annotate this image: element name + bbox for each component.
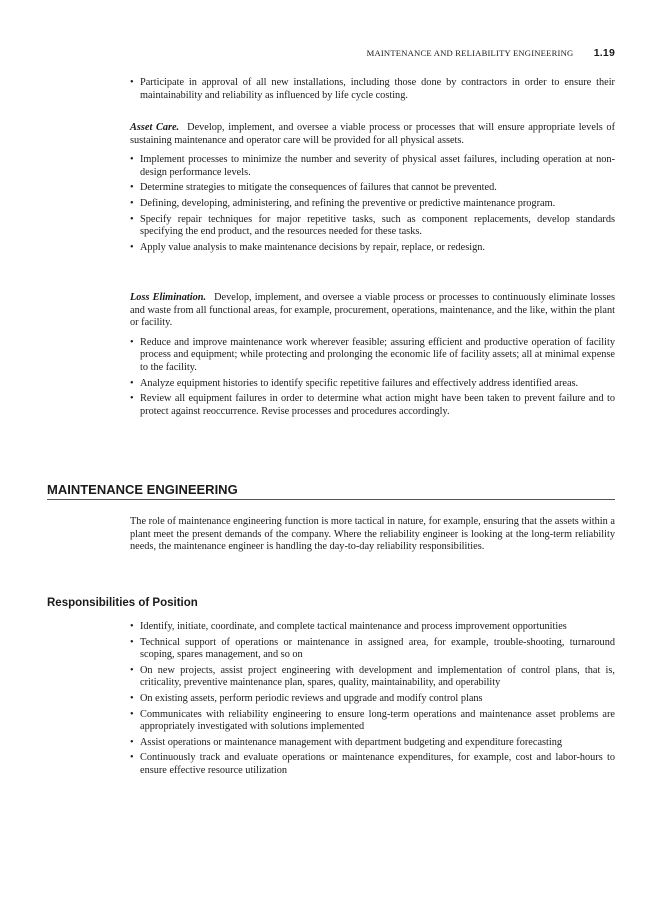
list-item: • Analyze equipment histories to identify specific repetitive failures and effectively address identified areas. bbox=[130, 378, 615, 391]
list-item: • Apply value analysis to make maintenance decisions by repair, replace, or redesign. bbox=[130, 242, 615, 255]
list-item: • Continuously track and evaluate operations or maintenance expenditures, for example, cost and labor-hours to ensure effective resource utilization bbox=[130, 752, 615, 777]
list-item: • Review all equipment failures in order to determine what action might have been taken to prevent failure and to protect against reoccurrence. Revise processes and procedures accordingly. bbox=[130, 393, 615, 418]
list-item: • Determine strategies to mitigate the consequences of failures that cannot be prevented. bbox=[130, 182, 615, 195]
list-item: • Implement processes to minimize the number and severity of physical asset failures, including operation at non-design performance levels. bbox=[130, 154, 615, 179]
page-number: 1.19 bbox=[593, 47, 615, 59]
asset-care-bullets bbox=[130, 154, 615, 254]
list-item: • Specify repair techniques for major repetitive tasks, such as component replacements, develop standards specifying the end product, and the resources needed for these tasks. bbox=[130, 214, 615, 239]
list-item: • Identify, initiate, coordinate, and complete tactical maintenance and process improvement opportunities bbox=[130, 621, 615, 634]
intro-bullet-list bbox=[130, 77, 615, 105]
asset-care-label: Asset Care. bbox=[130, 122, 180, 133]
list-item: • Communicates with reliability engineering to ensure long-term operations and maintenance asset problems are appropriately investigated with solutions implemented bbox=[130, 709, 615, 734]
loss-elimination-section bbox=[130, 292, 615, 421]
loss-elimination-text: Develop, implement, and oversee a viable process or processes to continuously eliminate losses and waste from all functional areas, for example, procurement, operations, maintenance, and the like, within the plant or facility. bbox=[130, 292, 615, 329]
list-item: • Assist operations or maintenance management with department budgeting and expenditure forecasting bbox=[130, 737, 615, 750]
subsection-heading: Responsibilities of Position bbox=[47, 597, 198, 609]
loss-elimination-label: Loss Elimination. bbox=[130, 292, 207, 303]
asset-care-text: Develop, implement, and oversee a viable process or processes that will ensure appropriate levels of sustaining maintenance and operator care will be provided for all physical assets. bbox=[130, 122, 615, 146]
maintenance-engineering-intro bbox=[130, 516, 615, 554]
responsibilities-bullets bbox=[130, 621, 615, 778]
list-item: • On new projects, assist project engineering with development and implementation of control plans, that is, criticality, preventive maintenance plan, spares, quality, maintainability, and operability bbox=[130, 665, 615, 690]
responsibilities-section bbox=[130, 621, 615, 781]
asset-care-paragraph bbox=[130, 122, 615, 147]
loss-elimination-bullets bbox=[130, 337, 615, 419]
maintenance-engineering-paragraph: The role of maintenance engineering function is more tactical in nature, for example, ensuring that the assets within a plant meet the present demands of the company. Where the reliability engineer is looking at the long-term reliability needs, the maintenance engineer is handling the day-to-day reliability responsibilities. bbox=[130, 516, 615, 553]
list-item: • On existing assets, perform periodic reviews and upgrade and modify control plans bbox=[130, 693, 615, 706]
running-head bbox=[367, 47, 615, 59]
list-item: • Technical support of operations or maintenance in assigned area, for example, trouble-shooting, turnaround scoping, spares management, and so on bbox=[130, 637, 615, 662]
section-heading: MAINTENANCE ENGINEERING bbox=[47, 482, 615, 500]
asset-care-section bbox=[130, 122, 615, 257]
loss-elimination-paragraph bbox=[130, 292, 615, 330]
running-title: MAINTENANCE AND RELIABILITY ENGINEERING bbox=[366, 48, 574, 58]
list-item: • Participate in approval of all new installations, including those done by contractors in order to ensure their maintainability and reliability as influenced by life cycle costing. bbox=[130, 77, 615, 102]
list-item: • Defining, developing, administering, and refining the preventive or predictive maintenance program. bbox=[130, 198, 615, 211]
list-item: • Reduce and improve maintenance work wherever feasible; assuring efficient and productive operation of facility process and equipment; while protecting and prolonging the economic life of facility assets; all at minimal expense to the facility. bbox=[130, 337, 615, 375]
